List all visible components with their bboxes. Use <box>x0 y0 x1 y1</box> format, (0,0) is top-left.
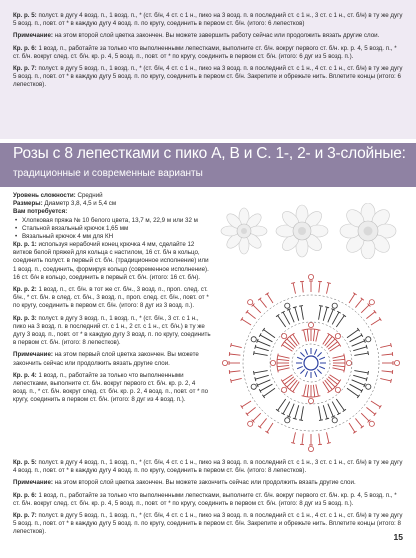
stitch-mark <box>307 385 308 397</box>
stitch-mark <box>255 347 268 351</box>
stitch-mark <box>355 418 362 427</box>
stitch-mark <box>276 409 279 411</box>
stitch-mark <box>326 283 328 294</box>
stitch-mark <box>317 369 321 373</box>
stitch-mark <box>297 366 303 368</box>
stitch-mark <box>295 405 299 418</box>
flower-large <box>340 203 396 259</box>
stitch-mark <box>325 307 329 308</box>
stitch-mark <box>319 406 321 420</box>
stitch-mark <box>326 432 328 443</box>
stitch-mark <box>283 402 290 414</box>
stitch-mark <box>293 382 299 392</box>
stitch-mark <box>283 312 290 324</box>
stitch-mark <box>325 418 329 419</box>
picot-mark <box>366 337 371 342</box>
stitch-mark <box>366 345 367 349</box>
picot-mark <box>248 421 253 426</box>
stitch-mark <box>332 356 344 359</box>
stitch-mark <box>254 351 255 355</box>
picot-mark <box>332 418 337 423</box>
stitch-mark <box>361 305 369 313</box>
picot-mark <box>369 421 374 426</box>
stitch-mark <box>319 434 320 445</box>
instruction-paragraph: Кр. р. 7: полуст. в дугу 5 возд. п., 1 возд. п., * (ст. б/н, 4 ст. с 1 н., пико на 3 возд. п. в последний ст. с 1 н., 4 ст. с 1 н., ст. б/н) в ту же дугу 5 возд. п., повт. от * в каждую дугу 5 возд. п. по кругу, соединить в первом ст. б/н. Закрепите и обрежьте нить. Вплетите концы (итого: 6 лепестков). <box>13 65 403 89</box>
stitch-mark <box>327 339 335 347</box>
stitch-mark <box>325 380 333 389</box>
stitch-mark <box>327 443 331 444</box>
stitch-mark <box>353 375 366 379</box>
stitch-mark <box>332 402 339 414</box>
left-instructions <box>13 241 211 409</box>
stitch-mark <box>371 401 380 407</box>
picot-mark <box>282 387 287 392</box>
stitch-mark <box>302 434 303 445</box>
stitch-mark <box>229 371 240 372</box>
stitch-mark <box>347 388 358 396</box>
stitch-mark <box>343 409 346 411</box>
stitch-mark <box>333 359 345 360</box>
stitch-mark <box>336 399 344 410</box>
stitch-mark <box>352 341 365 346</box>
material-item: • Стальной вязальный крючок 1,65 мм <box>22 225 203 233</box>
stitch-mark <box>382 371 393 372</box>
stitch-mark <box>277 354 278 358</box>
stitch-mark <box>231 378 242 380</box>
stitch-mark <box>361 413 369 421</box>
picot-mark <box>335 334 340 339</box>
picot-mark <box>308 398 313 403</box>
stitch-mark <box>287 379 295 387</box>
stitch-mark <box>299 306 303 307</box>
stitch-mark <box>254 371 255 375</box>
stitch-mark <box>344 368 345 372</box>
stitch-mark <box>287 339 295 347</box>
picot-mark <box>394 360 399 365</box>
stitch-mark <box>253 413 261 421</box>
stitch-mark <box>291 443 295 444</box>
stitch-mark <box>319 306 321 320</box>
stitch-mark <box>323 307 327 320</box>
stitch-mark <box>328 309 333 322</box>
picot-mark <box>251 337 256 342</box>
stitch-mark <box>264 388 275 396</box>
stitch-mark <box>293 418 297 419</box>
crochet-chart-diagram <box>213 268 409 458</box>
stitch-mark <box>282 375 292 381</box>
picot-mark <box>366 384 371 389</box>
stitch-mark <box>231 343 232 347</box>
stitch-mark <box>344 354 345 358</box>
picot-mark <box>308 322 313 327</box>
stitch-mark <box>323 334 329 344</box>
stitch-mark <box>304 330 307 342</box>
stitch-mark <box>301 406 303 420</box>
stitch-mark <box>293 334 299 344</box>
stitch-mark <box>319 281 320 292</box>
stitch-mark <box>366 377 367 381</box>
bottom-instructions <box>13 459 405 541</box>
material-item: • Вязальный крючок 4 мм для КН <box>22 233 203 241</box>
stitch-mark <box>323 405 327 418</box>
stitch-mark <box>317 352 321 356</box>
stitch-mark <box>391 343 392 347</box>
size-row: Размеры: Диаметр 3,8, 4,5 и 5,4 см <box>13 200 117 208</box>
picot-mark <box>346 360 351 365</box>
stitch-mark <box>229 354 240 355</box>
stitch-mark <box>260 384 272 391</box>
picot-mark <box>248 300 253 305</box>
top-instructions <box>13 12 405 94</box>
stitch-mark <box>262 328 264 331</box>
stitch-mark <box>328 342 337 350</box>
picot-mark <box>332 303 337 308</box>
stitch-mark <box>323 382 329 392</box>
materials-heading: Вам потребуется: <box>13 208 68 216</box>
stitch-mark <box>299 420 303 421</box>
stitch-mark <box>260 335 272 342</box>
stitch-mark <box>293 307 297 308</box>
stitch-mark <box>301 306 303 320</box>
picot-mark <box>285 303 290 308</box>
stitch-mark <box>332 368 344 371</box>
stitch-mark <box>316 396 320 397</box>
stitch-mark <box>343 314 346 316</box>
stitch-mark <box>371 319 380 325</box>
stitch-mark <box>330 345 340 351</box>
stitch-mark <box>313 329 314 341</box>
stitch-mark <box>297 357 303 359</box>
stitch-mark <box>278 368 290 371</box>
stitch-mark <box>316 329 320 330</box>
stitch-mark <box>242 319 251 325</box>
stitch-mark <box>247 312 256 319</box>
stitch-mark <box>328 377 337 385</box>
stitch-mark <box>293 283 295 294</box>
stitch-mark <box>319 357 325 359</box>
stitch-mark <box>257 341 270 346</box>
pattern-meta <box>13 192 203 241</box>
stitch-mark <box>327 283 331 284</box>
stitch-mark <box>293 432 295 443</box>
stitch-mark <box>254 353 268 355</box>
instruction-paragraph: Кр. р. 6: 1 возд. п., работайте за только что выполненными лепестками, выполните ст. б/н. вокруг первого ст. б/н. кр. р. 4, 5 возд. п., * ст. б/н. вокруг след. ст. б/н. кр. р. 4, 5 возд. п., повт. от * по кругу, соединить в первом ст. б/н. (итого: 6 дуг из 5 возд. п.). <box>13 44 397 60</box>
stitch-mark <box>231 345 242 347</box>
stitch-mark <box>300 369 304 373</box>
stitch-mark <box>267 423 273 432</box>
stitch-mark <box>357 328 359 331</box>
stitch-mark <box>350 335 362 342</box>
stitch-mark <box>304 384 307 396</box>
stitch-mark <box>277 368 278 372</box>
instruction-paragraph: Примечание: на этом второй слой цветка закончен. Вы можете закончить сейчас или продолжить вязать другие слои. <box>13 479 356 487</box>
stitch-mark <box>289 404 294 417</box>
picot-mark <box>270 360 275 365</box>
stitch-mark <box>353 347 366 351</box>
stitch-mark <box>247 407 256 414</box>
picot-mark <box>308 446 313 451</box>
stitch-mark <box>366 312 375 319</box>
stitch-mark <box>349 294 355 303</box>
stitch-mark <box>262 395 264 398</box>
stitch-mark <box>357 395 359 398</box>
stitch-mark <box>276 314 279 316</box>
stitch-mark <box>277 359 289 360</box>
stitch-mark <box>255 345 256 349</box>
instruction-paragraph: Примечание: на этом первый слой цветка закончен. Вы можете закончить сейчас или продолжить вязать другие слои. <box>13 351 199 367</box>
instruction-paragraph: Кр. р. 1: используя нерабочий конец крючка 4 мм, сделайте 12 витков белой пряжей для кольца с настилом, 16 ст. б/н в кольцо, соединить полуст. в первый ст. б/н. (традиционное исполнение) или 1 возд. п., соединить, формируя кольцо (современное исполнение). 16 ст. б/н в кольцо, соединить в первый ст. б/н. (итого: 16 ст. б/н). <box>13 241 209 281</box>
stitch-mark <box>382 354 393 355</box>
stitch-mark <box>264 330 275 338</box>
stitch-mark <box>278 356 290 359</box>
stitch-mark <box>267 294 273 303</box>
instruction-paragraph: Примечание: на этом второй слой цветка закончен. Вы можете завершить работу сейчас или продолжить вязать другие слои. <box>13 32 380 40</box>
stitch-mark <box>260 418 267 427</box>
stitch-mark <box>254 371 268 373</box>
stitch-mark <box>332 312 339 324</box>
instruction-paragraph: Кр. р. 5: полуст. в дугу 4 возд. п., 1 возд. п., * (ст. б/н, 4 ст. с 1 н., пико на 3 возд. п. в последний ст. с 1 н., 3 ст. с 1 н., ст. б/н) в ту же дугу 4 возд. п., повт. от * в каждую дугу 4 возд. п. по кругу, соединить в первом ст. б/н. (итого: 8 лепестков). <box>13 459 403 475</box>
picot-mark <box>369 300 374 305</box>
stitch-mark <box>257 380 270 385</box>
stitch-mark <box>284 342 293 350</box>
instruction-paragraph: Кр. р. 7: полуст. в дугу 5 возд. п., 1 возд. п., * (ст. б/н, 4 ст. с 1 н., пико на 3 возд. п. в последний ст. с 1 н., 4 ст. с 1 н., ст. б/н) в ту же дугу 5 возд. п., повт. от * в каждую дугу 5 возд. п. по кругу, соединить в первом ст. б/н. Закрепите и обрежьте нить. Вплетите концы (итого: 8 лепестков). <box>13 512 403 536</box>
stitch-mark <box>290 336 298 345</box>
stitch-mark <box>354 353 368 355</box>
magic-ring <box>304 356 318 370</box>
stitch-mark <box>352 380 365 385</box>
stitch-mark <box>314 371 316 377</box>
stitch-mark <box>319 420 323 421</box>
stitch-mark <box>260 299 267 308</box>
stitch-mark <box>347 330 358 338</box>
stitch-mark <box>391 379 392 383</box>
instruction-paragraph: Кр. р. 5: полуст. в дугу 4 возд. п., 1 возд. п., * (ст. б/н, 4 ст. с 1 н., пико на 3 возд. п. в последний ст. с 1 н., 3 ст. с 1 н., ст. б/н) в ту же дугу 5 возд. п., повт. от * в каждую дугу 4 возд. п. по кругу, соединить в первом ст. б/н. (итого: 6 лепестков) <box>13 12 403 28</box>
picot-mark <box>282 334 287 339</box>
picot-mark <box>222 360 227 365</box>
material-item: • Хлопковая пряжа № 10 белого цвета, 13,7 м, 22,9 м или 32 м <box>22 217 203 225</box>
flower-medium <box>276 205 328 257</box>
stitch-mark <box>278 399 286 410</box>
stitch-mark <box>231 379 232 383</box>
stitch-mark <box>314 349 316 355</box>
stitch-mark <box>305 371 307 377</box>
section-title: Розы с 8 лепестками с пико A, B и C. 1-, 2- и 3-слойные: <box>13 145 406 162</box>
stitch-mark <box>316 384 319 396</box>
stitch-mark <box>355 299 362 308</box>
stitch-mark <box>255 377 256 381</box>
picot-mark <box>251 384 256 389</box>
stitch-mark <box>368 351 369 355</box>
materials-list <box>13 217 203 242</box>
stitch-mark <box>319 306 323 307</box>
picot-mark <box>285 418 290 423</box>
page-number: 15 <box>393 532 403 542</box>
stitch-mark <box>290 380 298 389</box>
stitch-mark <box>327 379 335 387</box>
instruction-paragraph: Кр. р. 3: полуст. в дугу 3 возд. п., 1 возд. п., * (ст. б/н., 3 ст. с 1 н., пико на 3 возд. п. в последний ст. с 1 н., 2 ст. с 1 н., ст. б/н.) в ту же дугу 3 возд. п., повт. от * в каждую дугу 3 возд. п. по кругу, соединить в первом ст. б/н. (итого: 8 лепестков). <box>13 314 211 347</box>
stitch-mark <box>278 316 286 327</box>
stitch-mark <box>255 375 268 379</box>
stitch-mark <box>380 345 391 347</box>
flower-small <box>221 208 267 254</box>
difficulty-row: Уровень сложности: Средний <box>13 192 103 199</box>
instruction-paragraph: Кр. р. 6: 1 возд. п., работайте за только что выполненными лепестками, выполните ст. б/н. вокруг первого ст. б/н. кр. р. 4, 5 возд. п., * ст. б/н. вокруг след. ст. б/н. кр. р. 4, 5 возд. п., повт. от * по кругу, соединить в первом ст. б/н. (итого: 8 дуг из 5 возд. п.). <box>13 491 397 507</box>
stitch-mark <box>325 336 333 345</box>
stitch-mark <box>330 375 340 381</box>
picot-mark <box>335 387 340 392</box>
stitch-mark <box>349 423 355 432</box>
stitch-mark <box>328 404 333 417</box>
stitch-mark <box>313 385 314 397</box>
stitch-mark <box>284 377 293 385</box>
stitch-mark <box>350 384 362 391</box>
stitch-mark <box>316 330 319 342</box>
stitch-mark <box>354 371 368 373</box>
crochet-flowers-photo <box>214 203 410 259</box>
stitch-mark <box>333 365 345 366</box>
section-subtitle: традиционные и современные варианты <box>13 168 203 179</box>
stitch-mark <box>307 329 308 341</box>
stitch-mark <box>242 401 251 407</box>
stitch-mark <box>300 352 304 356</box>
stitch-mark <box>336 316 344 327</box>
stitch-mark <box>319 366 325 368</box>
section-title-bar <box>0 143 416 187</box>
stitch-mark <box>295 307 299 320</box>
stitch-mark <box>366 407 375 414</box>
stitch-mark <box>305 349 307 355</box>
stitch-mark <box>277 365 289 366</box>
stitch-mark <box>380 378 391 380</box>
stitch-mark <box>253 305 261 313</box>
stitch-mark <box>368 371 369 375</box>
chain-ring <box>243 295 379 431</box>
stitch-mark <box>291 283 295 284</box>
stitch-mark <box>302 281 303 292</box>
picot-mark <box>308 274 313 279</box>
stitch-mark <box>302 329 306 330</box>
instruction-paragraph: Кр. р. 4: 1 возд. п., работайте за только что выполненными лепестками, выполните ст. б/н. вокруг первого ст. б/н. кр. р. 2, 4 возд. п., * ст. б/н. вокруг след. ст. б/н. кр. р. 2, 4 возд. п., повт. от * по кругу, соединить в первом ст. б/н. (итого: 8 дуг из 4 возд. п.). <box>13 371 209 404</box>
stitch-mark <box>302 396 306 397</box>
stitch-mark <box>282 345 292 351</box>
instruction-paragraph: Кр. р. 2: 1 возд. п., ст. б/н. в тот же ст. б/н., 3 возд. п., проп. след. ст. б/н., * ст. б/н. в след. ст. б/н., 3 возд. п., проп. след. ст. б/н., повт. от * по кругу, соединить в первом ст. б/н. (итого: 8 дуг из 3 возд. п.). <box>13 286 209 310</box>
stitch-mark <box>289 309 294 322</box>
